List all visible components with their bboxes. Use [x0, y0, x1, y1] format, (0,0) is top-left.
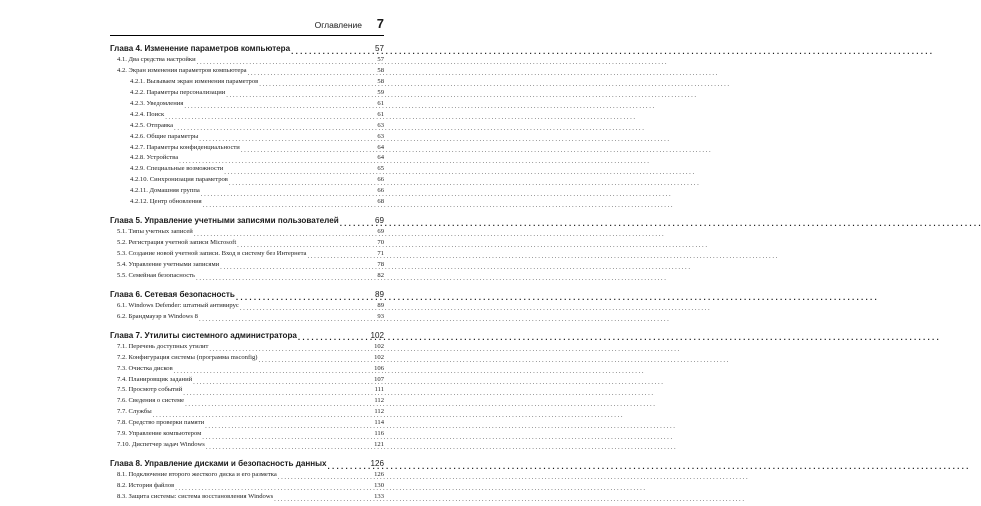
dot-leader [199, 315, 376, 323]
dot-leader [307, 252, 376, 260]
dot-leader [259, 356, 374, 364]
toc-entry-page: 63 [377, 132, 384, 140]
toc-entry [110, 492, 384, 503]
dot-leader [224, 168, 376, 176]
toc-entry [110, 418, 384, 429]
toc-entry [110, 353, 384, 364]
toc-entry [110, 375, 384, 386]
dot-leader [184, 102, 376, 110]
toc-entry-page: 61 [377, 99, 384, 107]
toc-entry [110, 312, 384, 323]
toc-entry-title: 5.3. Создание новой учетной записи. Вход в систему без Интернета [117, 250, 307, 257]
toc-entry [110, 396, 384, 407]
toc-entry-title: 5.2. Регистрация учетной записи Microsoft [117, 239, 237, 247]
toc-entry-title: 5.5. Семейная безопасность [117, 271, 196, 279]
dot-leader [259, 80, 376, 88]
table-of-contents [110, 43, 384, 503]
toc-entry-title: 4.2.9. Специальные возможности [130, 165, 224, 173]
toc-entry [110, 301, 384, 312]
toc-entry-page: 106 [374, 364, 384, 372]
toc-entry [110, 88, 384, 99]
dot-leader [220, 263, 376, 271]
dot-leader [229, 179, 377, 187]
toc-entry-page: 63 [377, 121, 384, 129]
chapter-heading-page: 102 [370, 330, 384, 340]
toc-entry [110, 121, 384, 132]
toc-entry [110, 175, 384, 186]
chapter-heading-title: Глава 7. Утилиты системного администратора [110, 330, 297, 340]
dot-leader [237, 241, 376, 249]
dot-leader [165, 113, 376, 121]
toc-entry-page: 66 [377, 187, 384, 195]
dot-leader [197, 58, 377, 66]
toc-entry-page: 59 [377, 88, 384, 96]
toc-entry-page: 133 [374, 492, 384, 500]
toc-entry-page: 112 [374, 408, 384, 416]
toc-entry-title: 4.2.5. Отправка [130, 121, 174, 129]
dot-leader [196, 274, 376, 282]
dot-leader [274, 495, 373, 503]
toc-entry [110, 164, 384, 175]
toc-entry-page: 93 [377, 312, 384, 320]
toc-entry-page: 102 [374, 342, 384, 350]
toc-entry [110, 271, 384, 282]
dot-leader [202, 433, 373, 441]
toc-entry-page: 126 [374, 471, 384, 479]
dot-leader [174, 367, 373, 375]
toc-entry-page: 70 [377, 239, 384, 247]
toc-entry-title: 7.8. Средство проверки памяти [117, 419, 205, 427]
toc-entry-page: 64 [377, 143, 384, 151]
page-header [110, 18, 384, 32]
toc-entry-title: 6.2. Брандмауэр в Windows 8 [117, 312, 198, 320]
toc-entry-page: 107 [374, 375, 384, 383]
dot-leader [241, 146, 377, 154]
dot-leader [153, 411, 374, 419]
running-title: Оглавление [314, 20, 362, 30]
toc-entry [110, 66, 384, 77]
dot-leader [194, 230, 377, 238]
toc-entry-title: 7.10. Диспетчер задач Windows [117, 441, 205, 449]
dot-leader [240, 304, 377, 312]
toc-entry [110, 99, 384, 110]
toc-entry [110, 110, 384, 121]
toc-entry-title: 4.2.2. Параметры персонализации [130, 88, 226, 96]
toc-entry-title: 7.9. Управление компьютером [117, 430, 202, 438]
toc-entry [110, 197, 384, 208]
toc-entry-title: 6.1. Windows Defender: штатный антивирус [117, 301, 239, 309]
toc-entry-page: 82 [377, 271, 384, 279]
toc-entry-page: 66 [377, 176, 384, 184]
dot-leader [291, 46, 374, 55]
toc-entry [110, 132, 384, 143]
toc-entry [110, 77, 384, 88]
toc-entry-title: 7.7. Службы [117, 408, 152, 416]
dot-leader [174, 124, 376, 132]
chapter-heading-page: 69 [374, 216, 384, 226]
toc-entry-title: 8.2. История файлов [117, 482, 175, 489]
toc-entry [110, 385, 384, 396]
toc-entry [110, 407, 384, 418]
toc-entry-page: 116 [374, 430, 384, 438]
dot-leader [205, 422, 373, 430]
toc-entry-title: 4.2. Экран изменения параметров компьютера [117, 66, 247, 74]
toc-entry-title: 4.2.10. Синхронизация параметров [130, 176, 228, 184]
toc-entry-page: 58 [377, 77, 384, 85]
toc-entry-title: 4.2.11. Домашняя группа [130, 187, 200, 195]
chapter-heading-title: Глава 4. Изменение параметров компьютера [110, 44, 291, 53]
toc-entry-title: 8.1. Подключение второго жесткого диска и его разметка [117, 471, 277, 479]
toc-entry-page: 57 [377, 56, 384, 63]
dot-leader [328, 461, 370, 470]
chapter-heading [110, 43, 384, 55]
toc-entry-title: 7.1. Перечень доступных утилит [117, 342, 209, 350]
toc-entry [110, 470, 384, 481]
toc-entry [110, 227, 384, 238]
dot-leader [340, 218, 374, 227]
toc-entry-title: 4.1. Два средства настройки [117, 56, 196, 63]
dot-leader [201, 190, 377, 198]
toc-entry-page: 64 [377, 154, 384, 162]
toc-entry-page: 58 [377, 66, 384, 74]
toc-entry-title: 5.1. Типы учетных записей [117, 228, 193, 236]
chapter-heading [110, 289, 384, 301]
toc-entry [110, 143, 384, 154]
toc-entry-title: 5.4. Управление учетными записями [117, 260, 220, 268]
toc-entry-title: 4.2.8. Устройства [130, 154, 179, 162]
chapter-heading [110, 458, 384, 470]
chapter-heading [110, 330, 384, 342]
dot-leader [298, 332, 370, 341]
toc-entry [110, 153, 384, 164]
toc-entry-title: 7.2. Конфигурация системы (программа msconfig) [117, 353, 258, 361]
toc-entry-page: 89 [377, 301, 384, 309]
toc-entry-page: 111 [374, 386, 384, 394]
dot-leader [193, 378, 373, 386]
dot-leader [183, 389, 373, 397]
toc-entry-page: 65 [377, 165, 384, 173]
toc-entry-title: 4.2.6. Общие параметры [130, 132, 199, 140]
toc-entry-title: 4.2.1. Вызываем экран изменения параметров [130, 77, 259, 85]
chapter-heading-page: 89 [374, 289, 384, 299]
dot-leader [278, 473, 373, 481]
toc-entry-title: 7.6. Сведения о системе [117, 397, 185, 405]
toc-entry-page: 78 [377, 260, 384, 268]
chapter-heading [110, 215, 384, 227]
toc-entry-title: 8.3. Защита системы: система восстановления Windows [117, 492, 274, 500]
toc-entry-page: 114 [374, 419, 384, 427]
toc-entry-page: 102 [374, 353, 384, 361]
toc-entry-title: 4.2.12. Центр обновления [130, 198, 202, 206]
toc-entry [110, 238, 384, 249]
chapter-heading-page: 126 [370, 459, 384, 469]
header-rule [110, 35, 384, 36]
dot-leader [206, 443, 373, 451]
toc-entry [110, 440, 384, 451]
toc-entry [110, 481, 384, 492]
toc-entry-title: 7.3. Очистка дисков [117, 364, 173, 372]
toc-entry [110, 249, 384, 260]
toc-entry [110, 429, 384, 440]
toc-entry-title: 4.2.4. Поиск [130, 110, 165, 118]
toc-entry-title: 4.2.7. Параметры конфиденциальности [130, 143, 240, 151]
dot-leader [185, 400, 373, 408]
toc-entry-page: 130 [374, 482, 384, 489]
toc-entry-title: 4.2.3. Уведомления [130, 99, 184, 107]
toc-entry [110, 260, 384, 271]
dot-leader [248, 69, 377, 77]
chapter-heading-title: Глава 6. Сетевая безопасность [110, 289, 235, 299]
toc-entry [110, 55, 384, 66]
toc-entry-page: 69 [377, 228, 384, 236]
dot-leader [179, 157, 376, 165]
dot-leader [199, 135, 376, 143]
toc-entry-page: 68 [377, 198, 384, 206]
chapter-heading-title: Глава 8. Управление дисками и безопасность данных [110, 459, 327, 469]
dot-leader [226, 91, 376, 99]
toc-entry [110, 186, 384, 197]
page-number: 7 [376, 16, 384, 31]
dot-leader [236, 292, 374, 301]
dot-leader [175, 484, 373, 492]
toc-entry-title: 7.4. Планировщик заданий [117, 375, 193, 383]
toc-entry [110, 364, 384, 375]
toc-entry-title: 7.5. Просмотр событий [117, 386, 183, 394]
toc-entry-page: 112 [374, 397, 384, 405]
toc-entry [110, 342, 384, 353]
toc-entry-page: 71 [377, 250, 384, 257]
toc-entry-page: 121 [374, 441, 384, 449]
toc-entry-page: 61 [377, 110, 384, 118]
dot-leader [203, 201, 377, 209]
chapter-heading-title: Глава 5. Управление учетными записями пользователей [110, 216, 339, 226]
dot-leader [209, 345, 373, 353]
chapter-heading-page: 57 [374, 44, 384, 53]
